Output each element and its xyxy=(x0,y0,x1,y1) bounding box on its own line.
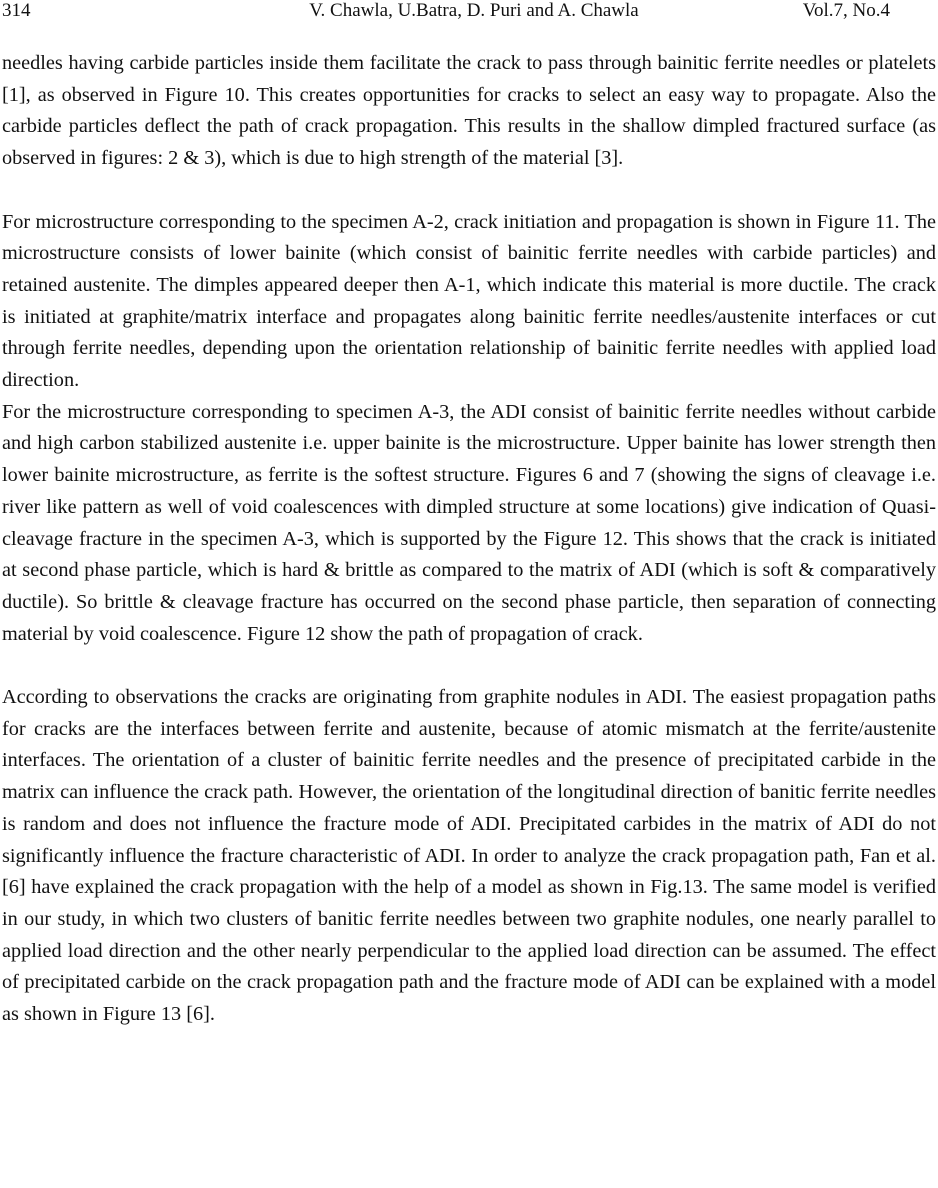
running-header xyxy=(2,0,936,22)
paragraph-crack-propagation: According to observations the cracks are originating from graphite nodules in ADI. The easiest propagation paths for cracks are the interfaces between ferrite and austenite, because of atomic mismatch at the ferrite/austenite interfaces. The orientation of a cluster of bainitic ferrite needles and the presence of precipitated carbide in the matrix can influence the crack path. However, the orientation of the longitudinal direction of banitic ferrite needles is random and does not influence the fracture mode of ADI. Precipitated carbides in the matrix of ADI do not significantly influence the fracture characteristic of ADI. In order to analyze the crack propagation path, Fan et al. [6] have explained the crack propagation with the help of a model as shown in Fig.13. The same model is verified in our study, in which two clusters of banitic ferrite needles between two graphite nodules, one nearly parallel to applied load direction and the other nearly perpendicular to the applied load direction can be assumed. The effect of precipitated carbide on the crack propagation path and the fracture mode of ADI can be explained with a model as shown in Figure 13 [6]. xyxy=(2,686,936,1026)
paragraph-specimen-a3: For the microstructure corresponding to specimen A-3, the ADI consist of bainitic ferrite needles without carbide and high carbon stabilized austenite i.e. upper bainite is the microstructure. Upper bainite has lower strength then lower bainite microstructure, as ferrite is the softest structure. Figures 6 and 7 (showing the signs of cleavage i.e. river like pattern as well of void coalescences with dimpled structure at some locations) give indication of Quasi-cleavage fracture in the specimen A-3, which is supported by the Figure 12. This shows that the crack is initiated at second phase particle, which is hard & brittle as compared to the matrix of ADI (which is soft & comparatively ductile). So brittle & cleavage fracture has occurred on the second phase particle, then separation of connecting material by void coalescence. Figure 12 show the path of propagation of crack. xyxy=(2,400,936,645)
body-text xyxy=(2,48,936,1031)
paragraph-specimen-a2: For microstructure corresponding to the specimen A-2, crack initiation and propagation is shown in Figure 11. The microstructure consists of lower bainite (which consist of bainitic ferrite needles with carbide particles) and retained austenite. The dimples appeared deeper then A-1, which indicate this material is more ductile. The crack is initiated at graphite/matrix interface and propagates along bainitic ferrite needles/austenite interfaces or cut through ferrite needles, depending upon the orientation relationship of bainitic ferrite needles with applied load direction. xyxy=(2,210,936,392)
paragraph-continuation: needles having carbide particles inside them facilitate the crack to pass through bainitic ferrite needles or platelets [1], as observed in Figure 10. This creates opportunities for cracks to select an easy way to propagate. Also the carbide particles deflect the path of crack propagation. This results in the shallow dimpled fractured surface (as observed in figures: 2 & 3), which is due to high strength of the material [3]. xyxy=(2,52,936,170)
paragraph-spacer xyxy=(2,175,936,207)
paragraph-spacer xyxy=(2,650,936,682)
running-header-authors: V. Chawla, U.Batra, D. Puri and A. Chawla xyxy=(309,0,639,21)
journal-volume: Vol.7, No.4 xyxy=(802,0,890,21)
page-number: 314 xyxy=(2,0,31,21)
